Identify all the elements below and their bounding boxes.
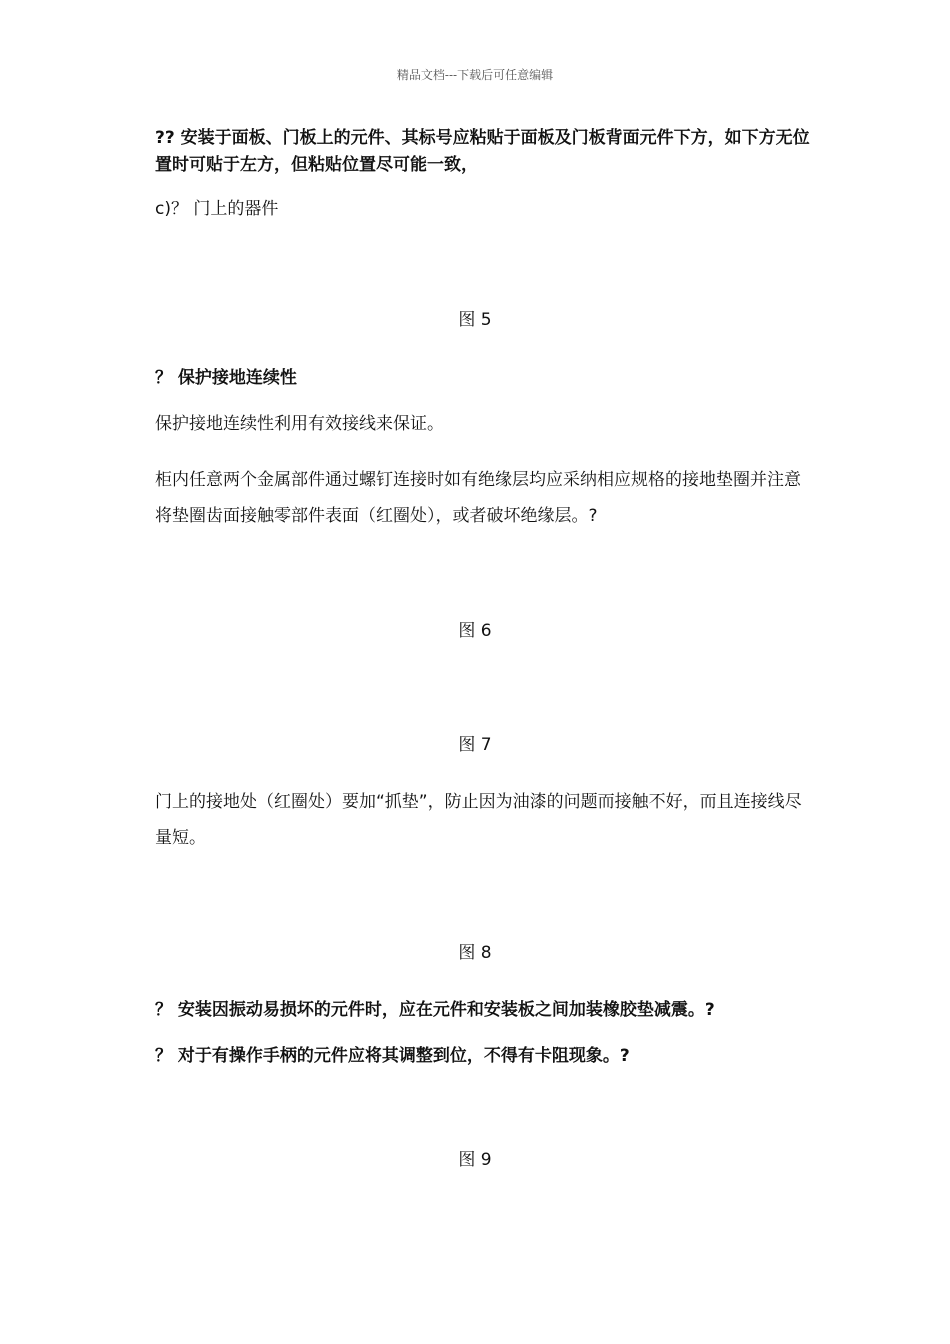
- figure-5-caption: 图 5: [458, 310, 492, 330]
- handle-bullet: ？ 对于有操作手柄的元件应将其调整到位，不得有卡阻现象。?: [155, 1046, 630, 1066]
- figure-7-caption: 图 7: [458, 735, 492, 755]
- figure-9-caption: 图 9: [458, 1150, 492, 1170]
- grounding-intro-paragraph: 保护接地连续性利用有效接线来保证。: [155, 414, 444, 434]
- protective-grounding-heading: ？ 保护接地连续性: [155, 368, 297, 388]
- page-header: 精品文档---下载后可任意编辑: [396, 68, 554, 82]
- grounding-washer-paragraph: 柜内任意两个金属部件通过螺钉连接时如有绝缘层均应采纳相应规格的接地垫圈并注意将垫圈齿面接触零部件表面（红圈处），或者破坏绝缘层。?: [155, 470, 801, 526]
- door-devices-item: c)？ 门上的器件: [155, 199, 279, 219]
- figure-8-caption: 图 8: [458, 943, 492, 963]
- label-placement-paragraph: ?? 安装于面板、门板上的元件、其标号应粘贴于面板及门板背面元件下方，如下方无位置时可贴于左方，但粘贴位置尽可能一致，: [155, 128, 810, 175]
- figure-6-caption: 图 6: [458, 621, 492, 641]
- door-grounding-paragraph: 门上的接地处（红圈处）要加“抓垫”，防止因为油漆的问题而接触不好，而且连接线尽量短。: [155, 792, 802, 848]
- vibration-bullet: ？ 安装因振动易损坏的元件时，应在元件和安装板之间加装橡胶垫减震。?: [155, 1000, 715, 1020]
